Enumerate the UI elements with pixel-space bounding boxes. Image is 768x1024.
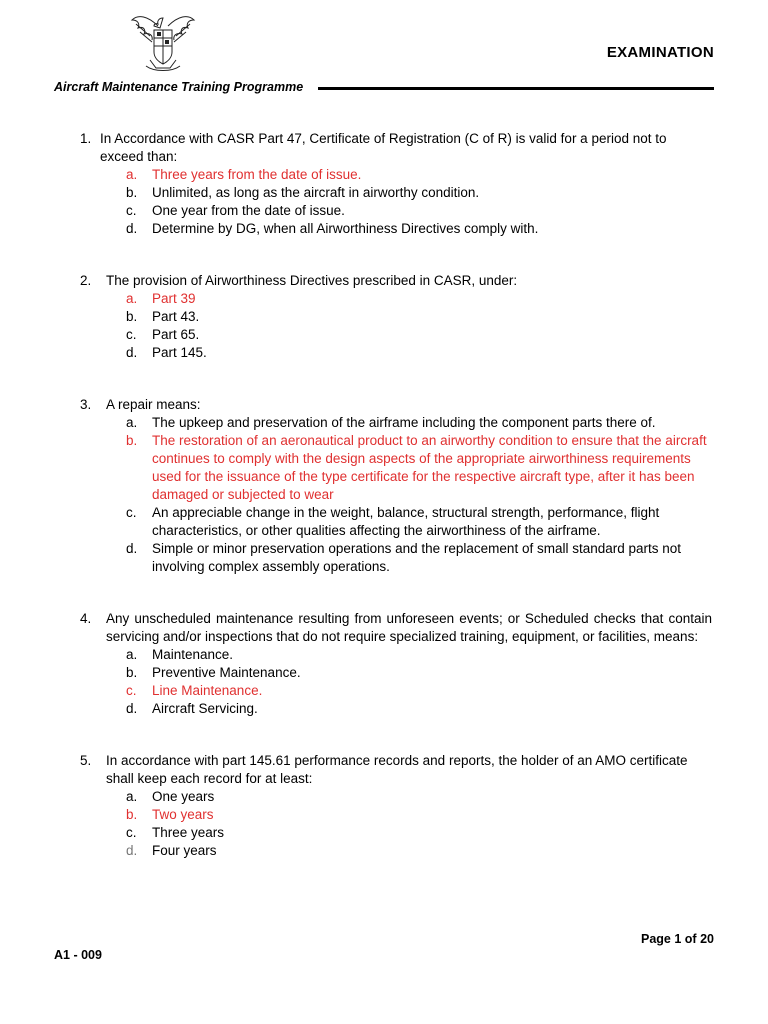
question-number: 3. <box>80 397 92 412</box>
option-text: Unlimited, as long as the aircraft in airworthy condition. <box>152 185 480 200</box>
question-number: 2. <box>80 273 92 288</box>
option-a <box>80 290 712 308</box>
header-rule <box>318 87 714 90</box>
question-list <box>80 130 712 894</box>
option-b <box>80 432 712 504</box>
option-letter: c. <box>126 825 137 840</box>
option-c <box>80 682 712 700</box>
option-b <box>80 664 712 682</box>
option-letter: a. <box>126 647 138 662</box>
option-c <box>80 824 712 842</box>
option-letter: b. <box>126 309 138 324</box>
option-text: Four years <box>152 843 217 858</box>
option-letter: b. <box>126 807 138 822</box>
option-a <box>80 166 712 184</box>
option-letter: a. <box>126 167 138 182</box>
exam-title: EXAMINATION <box>606 44 714 61</box>
option-letter: b. <box>126 433 138 448</box>
option-text: One years <box>152 789 215 804</box>
option-text: Part 145. <box>152 345 207 360</box>
document-code: A1 - 009 <box>54 948 102 962</box>
option-text: The upkeep and preservation of the airframe including the component parts there of. <box>152 415 656 430</box>
option-text: Part 43. <box>152 309 200 324</box>
question-text: The provision of Airworthiness Directives prescribed in CASR, under: <box>106 273 518 288</box>
question-3 <box>80 396 712 576</box>
option-letter: d. <box>126 701 138 716</box>
option-letter: d. <box>126 221 138 236</box>
question-number: 1. <box>80 131 92 146</box>
question-1 <box>80 130 712 238</box>
question-text: In Accordance with CASR Part 47, Certificate of Registration (C of R) is valid for a period not to exceed than: <box>100 131 667 164</box>
option-text: Three years from the date of issue. <box>152 167 362 182</box>
option-d <box>80 700 712 718</box>
option-letter: b. <box>126 185 138 200</box>
page-word: Page <box>640 932 671 946</box>
option-b <box>80 184 712 202</box>
option-letter: c. <box>126 683 137 698</box>
option-c <box>80 202 712 220</box>
option-d <box>80 540 712 576</box>
question-4 <box>80 610 712 718</box>
option-text: Preventive Maintenance. <box>152 665 301 680</box>
option-b <box>80 308 712 326</box>
option-text: Three years <box>152 825 225 840</box>
option-text: Determine by DG, when all Airworthiness Directives comply with. <box>152 221 539 236</box>
option-text: Part 39 <box>152 291 196 306</box>
option-c <box>80 504 712 540</box>
option-letter: c. <box>126 505 137 520</box>
option-c <box>80 326 712 344</box>
option-d <box>80 842 712 860</box>
page-total: 20 <box>700 932 714 946</box>
option-text: Maintenance. <box>152 647 234 662</box>
question-text: Any unscheduled maintenance resulting from unforeseen events; or Scheduled checks that contain servicing and/or inspections that do not require specialized training, equipment, or facilities, means: <box>106 611 712 644</box>
question-2 <box>80 272 712 362</box>
question-5 <box>80 752 712 860</box>
option-text: Aircraft Servicing. <box>152 701 258 716</box>
program-name: Aircraft Maintenance Training Programme <box>54 80 304 94</box>
option-text: One year from the date of issue. <box>152 203 345 218</box>
option-text: Simple or minor preservation operations and the replacement of small standard parts not involving complex assembly operations. <box>152 541 682 574</box>
option-a <box>80 414 712 432</box>
garuda-emblem-icon <box>126 12 200 72</box>
option-letter: c. <box>126 203 137 218</box>
option-letter: c. <box>126 327 137 342</box>
option-d <box>80 344 712 362</box>
option-letter: d. <box>126 541 138 556</box>
option-letter: a. <box>126 415 138 430</box>
option-a <box>80 788 712 806</box>
option-letter: d. <box>126 843 138 858</box>
option-text: Two years <box>152 807 214 822</box>
page-current: 1 <box>674 932 682 946</box>
option-b <box>80 806 712 824</box>
page-number <box>641 932 714 946</box>
option-text: An appreciable change in the weight, balance, structural strength, performance, flight characteristics, or other qualities affecting the airworthiness of the airframe. <box>152 505 660 538</box>
option-a <box>80 646 712 664</box>
option-d <box>80 220 712 238</box>
question-number: 5. <box>80 753 92 768</box>
page-of: of <box>684 932 697 946</box>
question-text: A repair means: <box>106 397 201 412</box>
option-text: Line Maintenance. <box>152 683 263 698</box>
option-letter: a. <box>126 789 138 804</box>
question-number: 4. <box>80 611 92 626</box>
option-letter: a. <box>126 291 138 306</box>
option-text: The restoration of an aeronautical product to an airworthy condition to ensure that the aircraft continues to comply with the design aspects of the appropriate airworthiness requirements used for the issuance of the type certificate for the respective aircraft type, after it has been damaged or subjected to wear <box>152 433 707 502</box>
option-text: Part 65. <box>152 327 200 342</box>
question-text: In accordance with part 145.61 performance records and reports, the holder of an AMO certificate shall keep each record for at least: <box>106 753 688 786</box>
option-letter: b. <box>126 665 138 680</box>
option-letter: d. <box>126 345 138 360</box>
